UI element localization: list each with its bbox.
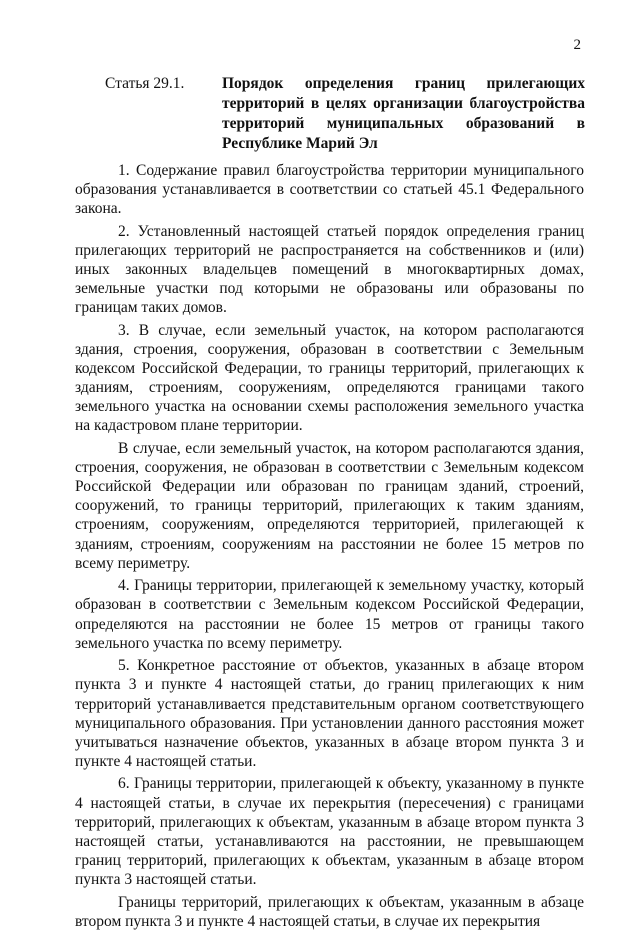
paragraph-5: 5. Конкретное расстояние от объектов, указанных в абзаце втором пункта 3 и пункте 4 настоящей статьи, до границ прилегающих к ним территорий устанавливается представительным органом соответствующего муниципального образования. При установлении данного расстояния может учитываться назначение объектов, указанных в абзаце втором пункта 3 и пункте 4 настоящей статьи. — [75, 657, 584, 770]
article-number: Статья 29.1. — [105, 75, 185, 92]
article-header — [105, 74, 585, 154]
paragraph-6-second: Границы территорий, прилегающих к объектам, указанным в абзаце втором пункта 3 и пункте 4 настоящей статьи, в случае их перекрытия — [75, 893, 584, 930]
paragraph-2: 2. Установленный настоящей статьей порядок определения границ прилегающих территорий не распространяется на собственников и (или) иных законных владельцев помещений в многоквартирных домах, земельные участки под которыми не образованы или образованы по границам таких домов. — [75, 222, 584, 317]
paragraph-3-second: В случае, если земельный участок, на котором располагаются здания, строения, сооружения, не образован в соответствии с Земельным кодексом Российской Федерации или образован по границам зданий, строений, сооружений, то границы территорий, прилегающих к таким зданиям, строениям, сооружениям, определяются территорией, прилегающей к зданиям, строениям, сооружениям на расстоянии не более 15 метров по всему периметру. — [75, 440, 584, 572]
paragraph-3: 3. В случае, если земельный участок, на котором располагаются здания, строения, сооружения, образован в соответствии с Земельным кодексом Российской Федерации, то границы территорий, прилегающих к зданиям, строениям, сооружениям, определяются границами такого земельного участка на основании схемы расположения земельного участка на кадастровом плане территории. — [75, 321, 584, 435]
paragraph-4: 4. Границы территории, прилегающей к земельному участку, который образован в соответствии с Земельным кодексом Российской Федерации, определяются на расстоянии не более 15 метров от границы такого земельного участка по всему периметру. — [75, 577, 584, 652]
page-number: 2 — [573, 37, 581, 53]
article-title: Порядок определения границ прилегающих территорий в целях организации благоустройства территорий муниципальных образований в Республике Марий Эл — [222, 75, 585, 152]
article-body — [75, 161, 584, 934]
paragraph-6: 6. Границы территории, прилегающей к объекту, указанному в пункте 4 настоящей статьи, в случае их перекрытия (пересечения) с границами территорий, прилегающих к объектам, указанным в абзаце втором пункта 3 настоящей статьи, устанавливаются на расстоянии, не превышающем границ территорий, прилегающих к объектам, указанным в абзаце втором пункта 3 настоящей статьи. — [75, 775, 584, 888]
paragraph-1: 1. Содержание правил благоустройства территории муниципального образования устанавливается в соответствии со статьей 45.1 Федерального закона. — [75, 162, 584, 218]
